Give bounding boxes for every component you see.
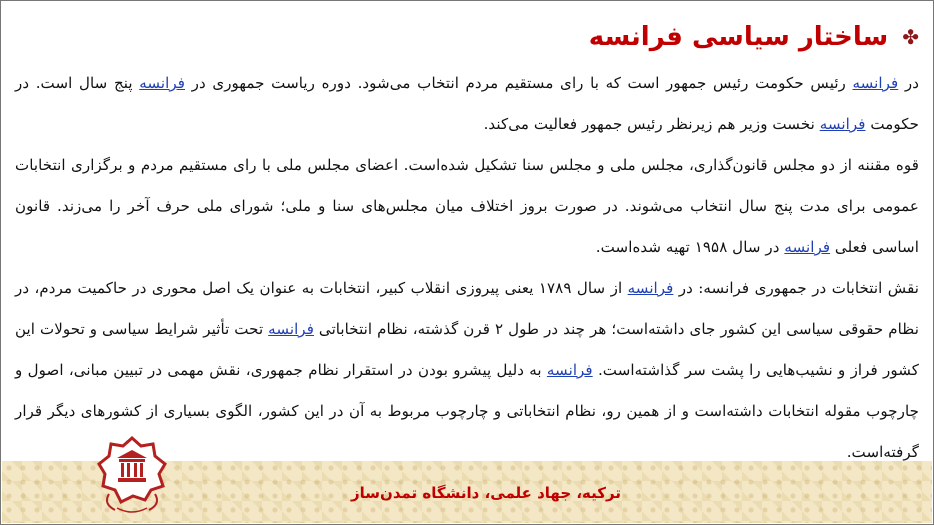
paragraph-text: در سال ۱۹۵۸ تهیه شده‌است. (595, 238, 785, 256)
paragraph-text: نقش انتخابات در جمهوری فرانسه: در (673, 279, 919, 297)
france-link[interactable]: فرانسه (268, 320, 314, 338)
university-emblem-icon (93, 436, 171, 516)
france-link[interactable]: فرانسه (819, 115, 866, 133)
paragraph (15, 63, 919, 145)
paragraph-text: تحت تأثیر شرایط سیاسی و تحولات این کشور فراز و نشیب‌هایی را پشت سر گذاشته‌است. (15, 320, 919, 379)
bullet-icon: ✤ (902, 25, 919, 49)
paragraph-text: پنج سال است. در حکومت (15, 74, 919, 133)
slide-header (15, 17, 919, 57)
slide-title: ساختار سیاسی فرانسه (588, 22, 889, 52)
paragraph-text: نخست وزیر هم زیرنظر رئیس جمهور فعالیت می‌کند. (483, 115, 820, 133)
france-link[interactable]: فرانسه (852, 74, 899, 92)
france-link[interactable]: فرانسه (546, 361, 593, 379)
paragraph-text: رئیس حکومت رئیس جمهور است که با رای مستقیم مردم انتخاب می‌شود. دوره ریاست جمهوری در (185, 74, 853, 92)
footer-caption: ترکیه، جهاد علمی، دانشگاه تمدن‌ساز (351, 484, 621, 502)
paragraph-text: قوه مقننه از دو مجلس قانون‌گذاری، مجلس ملی و مجلس سنا تشکیل شده‌است. اعضای مجلس ملی با رای مستقیم مردم و برگزاری انتخابات عمومی برای مدت پنج سال انتخاب می‌شوند. در صورت بروز اختلاف میان مجلس‌های سنا و ملی؛ شورای ملی حرف آخر را می‌زند. قانون اساسی فعلی (15, 156, 919, 256)
paragraph-text: در (898, 74, 919, 92)
slide-body (15, 63, 919, 473)
france-link[interactable]: فرانسه (784, 238, 831, 256)
paragraph-text: به دلیل پیشرو بودن در استقرار نظام جمهوری، نقش مهمی در تبیین مبانی، اصول و چارچوب مقوله انتخابات داشته‌است و از همین رو، نظام انتخاباتی و چارچوب مربوط به آن در این کشور، الگوی بسیاری از کشورهای دیگر قرار گرفته‌است. (15, 361, 919, 461)
france-link[interactable]: فرانسه (139, 74, 185, 92)
paragraph-text: از سال ۱۷۸۹ یعنی پیروزی انقلاب کبیر، انتخابات به عنوان یک اصل محوری در حاکمیت مردم، در نظام حقوقی سیاسی این کشور جای داشته‌است؛ هر چند در طول ۲ قرن گذشته، نظام انتخاباتی (15, 279, 919, 338)
france-link[interactable]: فرانسه (627, 279, 674, 297)
paragraph (15, 145, 919, 268)
